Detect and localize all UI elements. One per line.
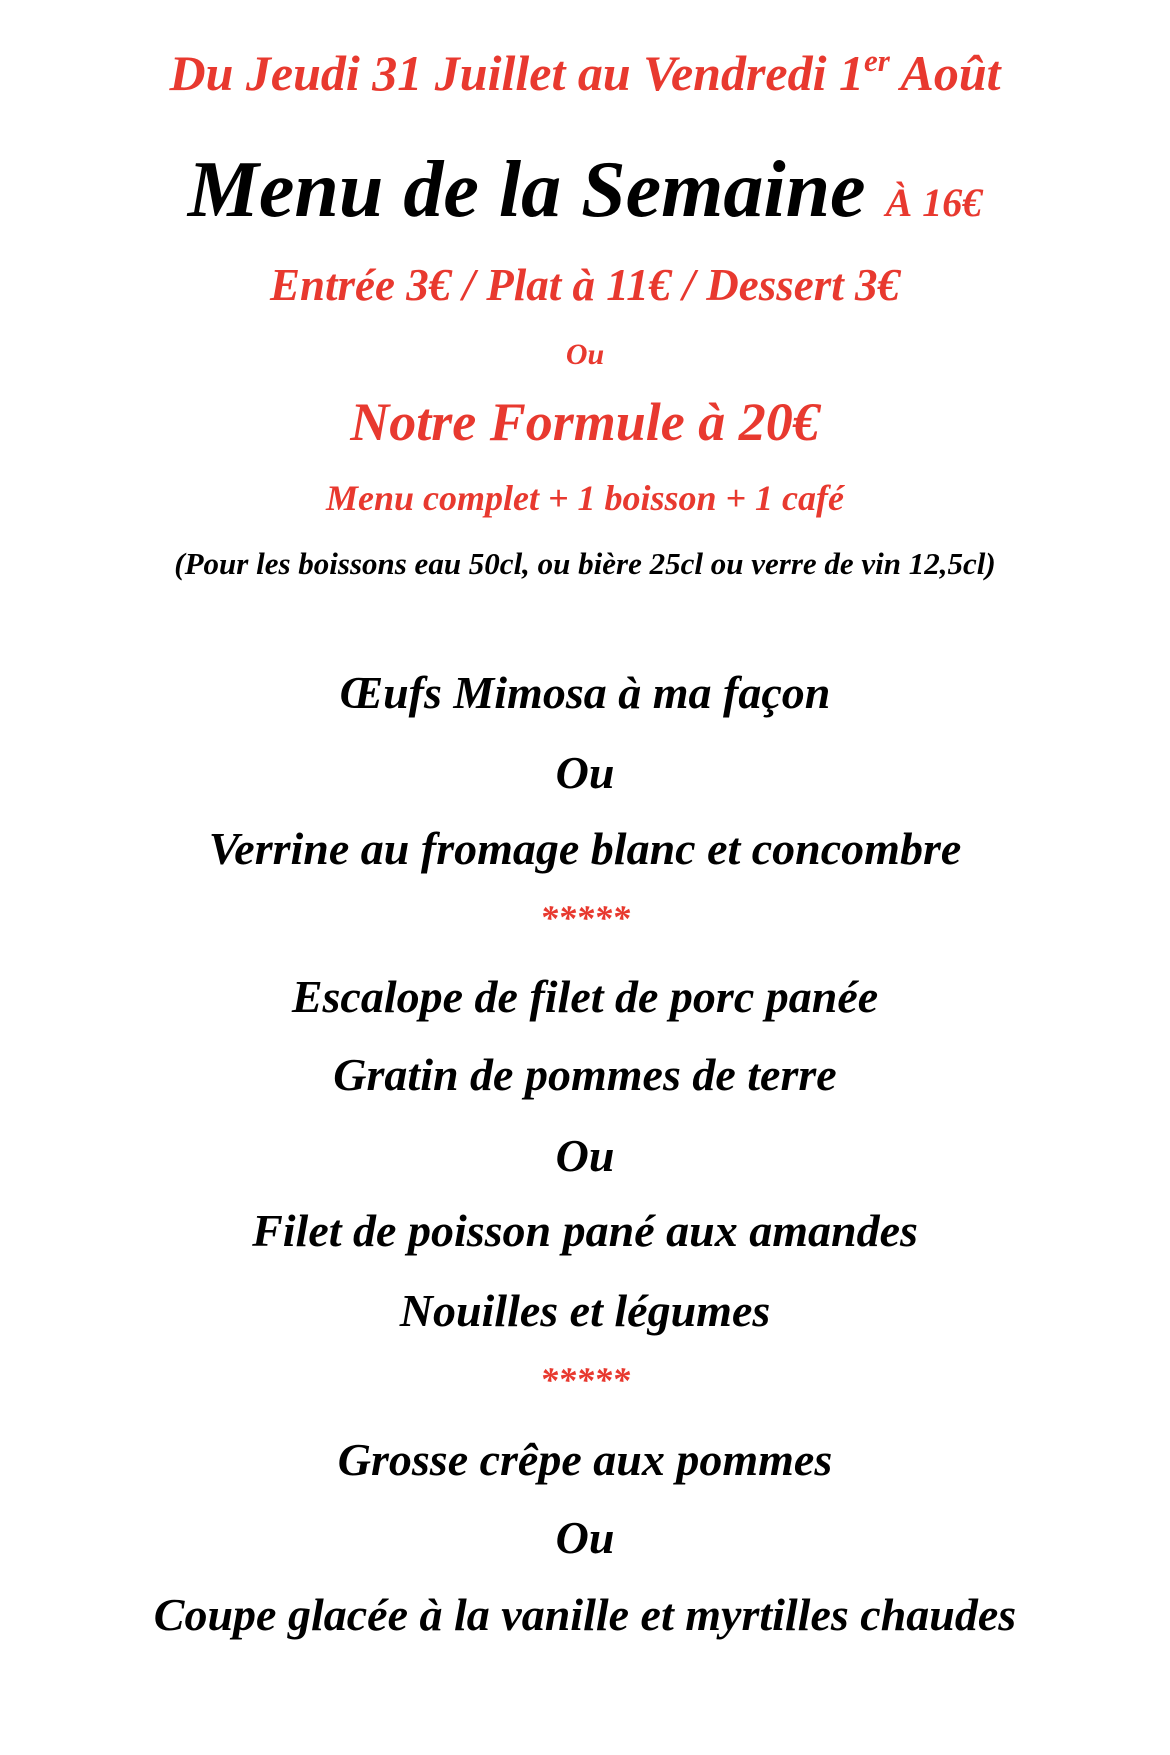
starter-option-2: Verrine au fromage blanc et concombre bbox=[208, 823, 962, 874]
main-option-2-dish: Filet de poisson pané aux amandes bbox=[252, 1205, 918, 1256]
main-or: Ou bbox=[555, 1130, 615, 1181]
date-suffix: Août bbox=[889, 45, 1001, 101]
starter-option-1: Œufs Mimosa à ma façon bbox=[339, 667, 831, 718]
menu-title-row bbox=[0, 146, 1170, 234]
page-title: Menu de la Semaine bbox=[187, 146, 866, 234]
main-option-1-side: Gratin de pommes de terre bbox=[333, 1049, 837, 1100]
course-separator: ***** bbox=[540, 1360, 630, 1400]
title-price: À 16€ bbox=[885, 180, 983, 225]
dessert-option-2: Coupe glacée à la vanille et myrtilles chaudes bbox=[153, 1589, 1017, 1640]
dessert-option-1: Grosse crêpe aux pommes bbox=[337, 1434, 833, 1485]
drinks-note: (Pour les boissons eau 50cl, ou bière 25cl ou verre de vin 12,5cl) bbox=[174, 546, 996, 581]
main-option-2-side: Nouilles et légumes bbox=[399, 1285, 771, 1336]
formula-detail: Menu complet + 1 boisson + 1 café bbox=[325, 478, 844, 518]
price-breakdown: Entrée 3€ / Plat à 11€ / Dessert 3€ bbox=[270, 260, 900, 310]
main-option-1-dish: Escalope de filet de porc panée bbox=[291, 971, 879, 1022]
date-prefix: Du Jeudi 31 Juillet au Vendredi 1 bbox=[169, 45, 864, 101]
course-separator: ***** bbox=[540, 898, 630, 938]
date-ordinal: er bbox=[864, 42, 890, 78]
or-label: Ou bbox=[565, 338, 605, 371]
date-range bbox=[0, 42, 1170, 101]
formula-title: Notre Formule à 20€ bbox=[350, 392, 820, 452]
dessert-or: Ou bbox=[555, 1512, 615, 1563]
starter-or: Ou bbox=[555, 747, 615, 798]
